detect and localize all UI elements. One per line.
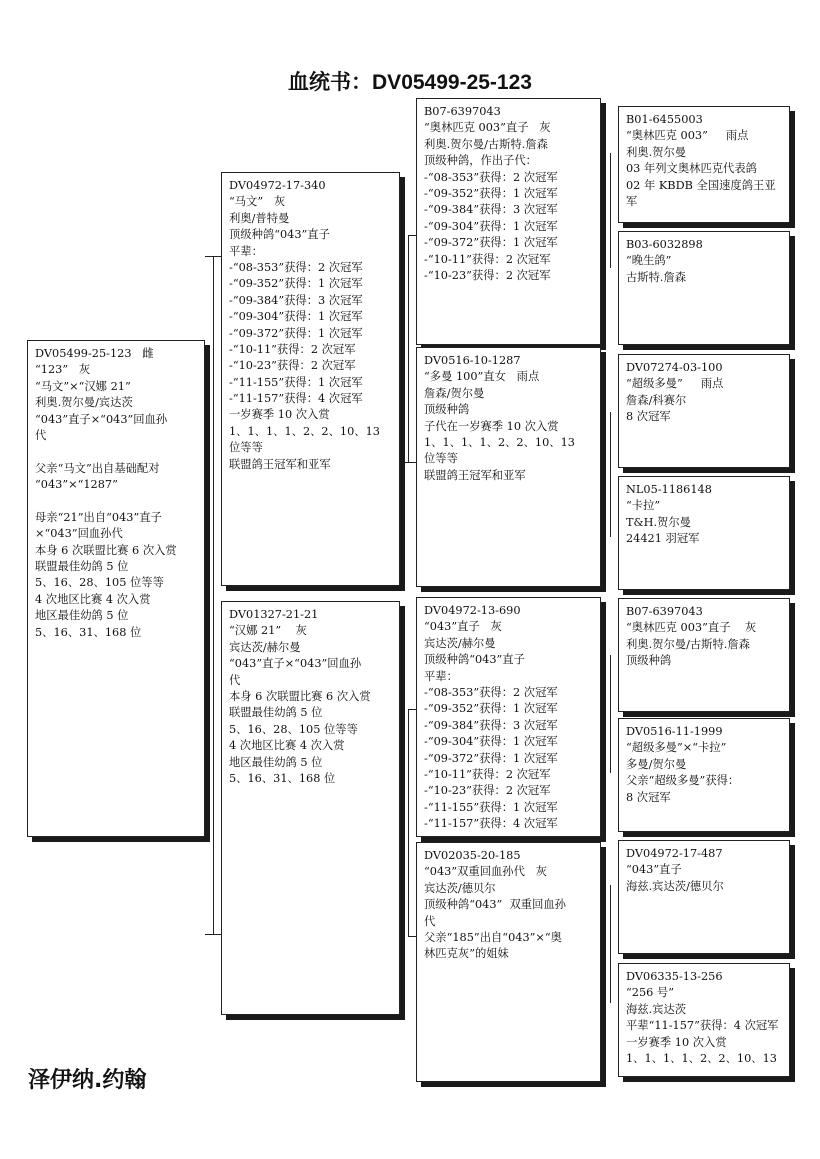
text-line: 本身 6 次联盟比赛 6 次入赏 [229, 689, 371, 703]
connector-gen3-b [610, 412, 611, 537]
text-line: 1、1、1、1、2、2、10、13 [626, 1051, 777, 1065]
ddd-card [618, 963, 790, 1077]
text-line: -“09-304”获得：1 次冠军 [424, 735, 558, 749]
text-line: “晚生鸽” [626, 254, 672, 268]
connector-gen1-dam [205, 934, 221, 935]
text-line: 顶级种鸽“043”直子 [424, 653, 525, 667]
text-line: DV0516-10-1287 [424, 354, 521, 367]
text-line: “奥林匹克 003”直子 灰 [424, 121, 551, 135]
dam-sire-lines [424, 603, 594, 832]
text-line: 顶级种鸽，作出子代： [424, 154, 537, 168]
text-line: 利奥.贺尔曼 [626, 145, 687, 159]
text-line: -“11-157”获得：4 次冠军 [424, 817, 558, 831]
text-line: 顶级种鸽“043” 双重回血孙 [424, 898, 566, 912]
text-line: -“08-353”获得：2 次冠军 [424, 170, 558, 184]
dam-sire-card [416, 597, 601, 837]
text-line: T&H.贺尔曼 [626, 515, 691, 529]
sire-lines [229, 178, 393, 473]
text-line [35, 494, 198, 510]
text-line: “043”直子 灰 [424, 620, 502, 634]
dam-card [221, 601, 400, 1015]
text-line: “043”×“1287” [35, 478, 118, 492]
text-line: -“09-304”获得：1 次冠军 [229, 310, 363, 324]
text-line: 8 次冠军 [626, 410, 671, 424]
dds-lines [626, 846, 783, 895]
text-line: 03 年列文奥林匹克代表鸽 [626, 162, 757, 176]
text-line: 联盟鸽王冠军和亚军 [229, 457, 331, 471]
dam-dam-card [416, 842, 601, 1082]
owner-name: 泽伊纳.约翰 [28, 1068, 147, 1093]
connector-gen2-sire-top [408, 235, 416, 236]
text-line: 4 次地区比赛 4 次入赏 [35, 592, 151, 606]
text-line: 地区最佳幼鸽 5 位 [35, 609, 129, 623]
text-line: -“09-372”获得：1 次冠军 [424, 751, 558, 765]
text-line: DV01327-21-21 [229, 608, 319, 621]
text-line: “多曼 100”直女 雨点 [424, 370, 540, 384]
text-line: 1、1、1、1、2、2、10、13 [229, 424, 380, 438]
text-line: -“10-23”获得：2 次冠军 [424, 784, 551, 798]
text-line: “043”直子×“043”回血孙 [35, 412, 168, 426]
text-line: -“10-11”获得：2 次冠军 [229, 342, 356, 356]
text-line: 位等等 [424, 452, 458, 466]
text-line: 军 [626, 194, 638, 208]
text-line: -“09-372”获得：1 次冠军 [424, 236, 558, 250]
text-line: DV02035-20-185 [424, 849, 521, 862]
sss-card [618, 106, 790, 223]
connector-gen3-d [610, 885, 611, 1003]
text-line: “043”双重回血孙代 灰 [424, 865, 547, 879]
text-line: “043”直子 [626, 863, 682, 877]
text-line: 宾达茨/赫尔曼 [229, 640, 301, 654]
connector-gen1-sire [205, 256, 221, 257]
text-line: 古斯特.詹森 [626, 270, 687, 284]
text-line: 一岁赛季 10 次入赏 [229, 408, 330, 422]
text-line: B03-6032898 [626, 238, 703, 251]
text-line: 8 次冠军 [626, 790, 671, 804]
text-line: 利奥.贺尔曼/古斯特.詹森 [424, 137, 548, 151]
text-line: -“09-352”获得：1 次冠军 [424, 186, 558, 200]
text-line: 海兹.宾达茨/德贝尔 [626, 879, 724, 893]
text-line: DV05499-25-123 雌 [35, 347, 154, 360]
connector-gen2-dam-top [408, 709, 416, 710]
text-line: “马文”×“汉娜 21” [35, 379, 131, 393]
text-line: 詹森/科赛尔 [626, 393, 687, 407]
text-line: DV04972-17-487 [626, 847, 723, 860]
text-line: 代 [229, 673, 241, 687]
text-line: “卡拉” [626, 499, 661, 513]
text-line: “超级多曼”×“卡拉” [626, 741, 727, 755]
text-line: “256 号” [626, 986, 675, 1000]
dss-lines [626, 604, 783, 670]
text-line: -“08-353”获得：2 次冠军 [424, 685, 558, 699]
text-line: 本身 6 次联盟比赛 6 次入赏 [35, 543, 177, 557]
text-line: 地区最佳幼鸽 5 位 [229, 755, 323, 769]
text-line: 父亲“185”出自“043”×“奥 [424, 930, 562, 944]
text-line: B07-6397043 [626, 605, 703, 618]
text-line: 1、1、1、1、2、2、10、13 [424, 435, 575, 449]
text-line: -“10-23”获得：2 次冠军 [229, 359, 356, 373]
sds-lines [626, 360, 783, 426]
text-line: DV06335-13-256 [626, 970, 723, 983]
text-line: 顶级种鸽“043”直子 [229, 228, 330, 242]
text-line: 4 次地区比赛 4 次入赏 [229, 739, 345, 753]
text-line: -“09-352”获得：1 次冠军 [424, 702, 558, 716]
text-line: -“09-352”获得：1 次冠军 [229, 277, 363, 291]
text-line: 利奥.贺尔曼/宾达茨 [35, 396, 133, 410]
text-line: 詹森/贺尔曼 [424, 386, 485, 400]
text-line: 平辈： [229, 244, 263, 258]
text-line: -“11-157”获得：4 次冠军 [229, 392, 363, 406]
dam-dam-lines [424, 848, 594, 963]
text-line: 5、16、31、168 位 [35, 625, 142, 639]
text-line: -“11-155”获得：1 次冠军 [424, 800, 558, 814]
text-line: 平辈“11-157”获得：4 次冠军 [626, 1019, 779, 1033]
text-line: -“09-384”获得：3 次冠军 [424, 203, 558, 217]
text-line: 多曼/贺尔曼 [626, 757, 687, 771]
subject-card [27, 340, 205, 837]
sss-lines [626, 112, 783, 210]
sire-card [221, 172, 400, 586]
text-line: “超级多曼” 雨点 [626, 377, 724, 391]
text-line: 位等等 [229, 441, 263, 455]
dss-card [618, 598, 790, 712]
text-line: DV0516-11-1999 [626, 725, 723, 738]
text-line: 宾达茨/赫尔曼 [424, 636, 496, 650]
text-line: 代 [424, 914, 436, 928]
text-line: -“09-384”获得：3 次冠军 [229, 293, 363, 307]
text-line: “奥林匹克 003”直子 灰 [626, 621, 757, 635]
text-line: DV07274-03-100 [626, 361, 723, 374]
text-line: 利奥/普特曼 [229, 211, 290, 225]
sire-dam-card [416, 347, 601, 587]
connector-gen2-dam [408, 709, 409, 936]
text-line: “马文” 灰 [229, 195, 286, 209]
text-line: -“11-155”获得：1 次冠军 [229, 375, 363, 389]
sire-sire-card [416, 98, 601, 345]
dds-card [618, 840, 790, 954]
text-line: “奥林匹克 003” 雨点 [626, 129, 749, 143]
text-line: 联盟鸽王冠军和亚军 [424, 468, 526, 482]
text-line: DV04972-13-690 [424, 604, 521, 617]
sire-dam-lines [424, 353, 594, 484]
text-line: 林匹克灰”的姐妹 [424, 947, 509, 961]
text-line: DV04972-17-340 [229, 179, 326, 192]
text-line: 24421 羽冠军 [626, 532, 700, 546]
text-line: 02 年 KBDB 全国速度鸽王亚 [626, 178, 776, 192]
text-line: B07-6397043 [424, 105, 501, 118]
text-line: 海兹.宾达茨 [626, 1002, 687, 1016]
text-line: 5、16、28、105 位等等 [229, 722, 358, 736]
text-line: 联盟最佳幼鸽 5 位 [35, 560, 129, 574]
connector-gen3-a [610, 153, 611, 268]
text-line: -“09-372”获得：1 次冠军 [229, 326, 363, 340]
text-line: “123” 灰 [35, 363, 91, 377]
text-line: 联盟最佳幼鸽 5 位 [229, 706, 323, 720]
ddd-lines [626, 969, 783, 1067]
text-line: 母亲“21”出自“043”直子 [35, 510, 162, 524]
ssd-lines [626, 237, 783, 286]
dam-lines [229, 607, 393, 787]
sdd-lines [626, 482, 783, 548]
text-line: 子代在一岁赛季 10 次入赏 [424, 419, 559, 433]
text-line: “汉娜 21” 灰 [229, 624, 307, 638]
connector-gen2-dam-bottom [408, 936, 416, 937]
text-line: NL05-1186148 [626, 483, 712, 496]
ssd-card [618, 231, 790, 345]
text-line: 5、16、28、105 位等等 [35, 576, 164, 590]
subject-lines [35, 346, 198, 641]
text-line: 父亲“马文”出自基础配对 [35, 461, 160, 475]
text-line: 平辈： [424, 669, 458, 683]
text-line [35, 444, 198, 460]
sds-card [618, 354, 790, 468]
dsd-lines [626, 724, 783, 806]
text-line: 父亲“超级多曼”获得： [626, 774, 740, 788]
text-line: -“10-11”获得：2 次冠军 [424, 767, 551, 781]
dsd-card [618, 718, 790, 832]
connector-gen2-sire-h [400, 462, 416, 463]
text-line: 顶级种鸽 [424, 403, 470, 417]
text-line: -“09-304”获得：1 次冠军 [424, 219, 558, 233]
text-line: -“10-11”获得：2 次冠军 [424, 252, 551, 266]
text-line: 5、16、31、168 位 [229, 771, 336, 785]
sdd-card [618, 476, 790, 590]
text-line: 顶级种鸽 [626, 654, 672, 668]
text-line: B01-6455003 [626, 113, 703, 126]
connector-gen3-c [610, 655, 611, 773]
connector-gen2-sire [408, 235, 409, 462]
text-line: -“08-353”获得：2 次冠军 [229, 260, 363, 274]
text-line: 代 [35, 428, 47, 442]
text-line: 一岁赛季 10 次入赏 [626, 1035, 727, 1049]
connector-gen1 [213, 256, 214, 934]
sire-sire-lines [424, 104, 594, 284]
text-line: -“10-23”获得：2 次冠军 [424, 268, 551, 282]
text-line: “043”直子×“043”回血孙 [229, 657, 362, 671]
text-line: 宾达茨/德贝尔 [424, 881, 496, 895]
text-line: -“09-384”获得：3 次冠军 [424, 718, 558, 732]
text-line: 利奥.贺尔曼/古斯特.詹森 [626, 637, 750, 651]
document-title: 血统书：DV05499-25-123 [288, 71, 532, 94]
text-line: ×“043”回血孙代 [35, 527, 123, 541]
